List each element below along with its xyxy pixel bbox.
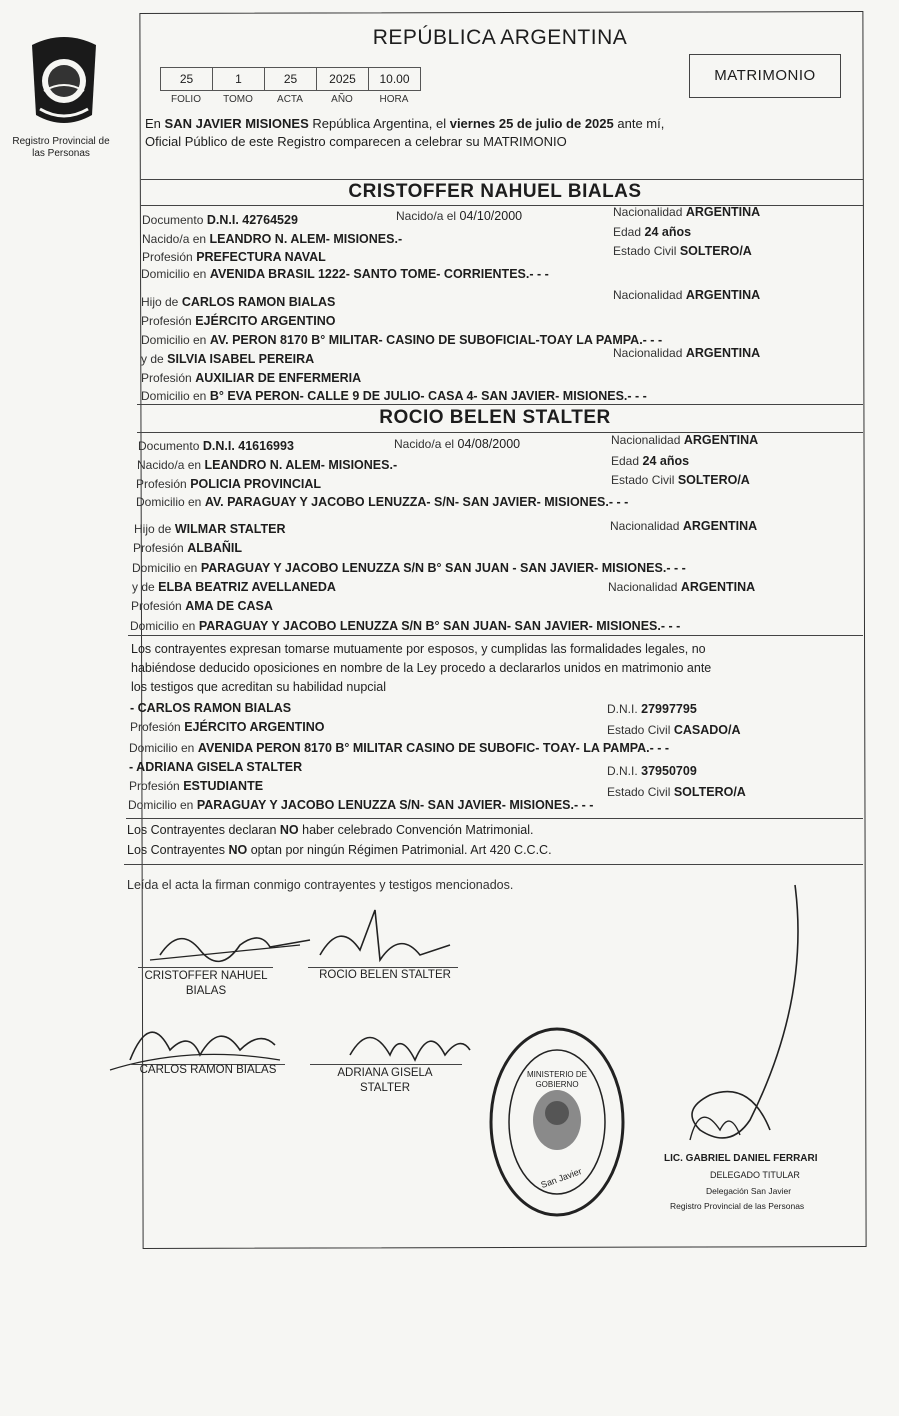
intro-c: ante mí, — [617, 116, 665, 131]
label: Profesión — [142, 250, 193, 264]
intro-line-2: Oficial Público de este Registro comparecen a celebrar su MATRIMONIO — [145, 134, 567, 149]
bride-signature — [300, 900, 480, 970]
label: Profesión — [141, 371, 192, 385]
intro-date: viernes 25 de julio de 2025 — [449, 116, 614, 131]
label: Nacionalidad — [610, 519, 680, 533]
province-logo — [26, 35, 102, 131]
witness2-name: - ADRIANA GISELA STALTER — [129, 760, 303, 774]
label: Nacido/a en — [142, 232, 207, 246]
value: AMA DE CASA — [185, 599, 273, 613]
bride-father-dom — [132, 561, 686, 575]
value: D.N.I. 42764529 — [206, 213, 298, 227]
value: AV. PERON 8170 B° MILITAR- CASINO DE SUBOFICIAL-TOAY LA PAMPA.- - - — [209, 333, 663, 347]
declaration-3: los testigos que acreditan su habilidad nupcial — [131, 680, 387, 694]
value: ESTUDIANTE — [183, 779, 264, 793]
divider-convention — [126, 818, 863, 819]
bride-mother — [132, 580, 336, 594]
witness2-dom — [128, 798, 593, 812]
value: WILMAR STALTER — [174, 522, 286, 536]
groom-nacionalidad — [613, 205, 760, 219]
label: D.N.I. — [607, 702, 638, 716]
groom-father-nac — [613, 288, 760, 302]
witness1-prof — [130, 720, 324, 734]
label: Domicilio en — [129, 741, 195, 755]
value: 04/08/2000 — [457, 437, 521, 451]
cell-acta: 25 — [264, 67, 317, 91]
value: CASADO/A — [673, 723, 741, 737]
label: Nacido/a el — [394, 437, 455, 451]
cell-folio: 25 — [160, 67, 213, 91]
label: Estado Civil — [613, 244, 677, 258]
divider-closing — [124, 864, 863, 865]
label: D.N.I. — [607, 764, 638, 778]
label: Profesión — [130, 720, 181, 734]
bride-mother-nac — [608, 580, 755, 594]
convention-b — [127, 843, 552, 857]
bride-edad — [611, 454, 689, 468]
bride-domicilio — [136, 495, 628, 509]
official-title: DELEGADO TITULAR — [710, 1170, 800, 1180]
cap-anio: AÑO — [331, 94, 353, 105]
label: Domicilio en — [128, 798, 194, 812]
label: Estado Civil — [607, 723, 671, 737]
bride-documento — [138, 439, 294, 453]
label: Profesión — [131, 599, 182, 613]
groom-nacido-en — [142, 232, 402, 246]
groom-father — [141, 295, 335, 309]
bride-father-nac — [610, 519, 757, 533]
groom-signature — [140, 915, 320, 975]
bride-nacionalidad — [611, 433, 758, 447]
value: ELBA BEATRIZ AVELLANEDA — [158, 580, 336, 594]
groom-father-prof — [141, 314, 335, 328]
bride-sign-line — [308, 967, 458, 968]
label: Edad — [613, 225, 642, 239]
groom-name: CRISTOFFER NAHUEL BIALAS — [348, 181, 642, 202]
groom-mother — [141, 352, 314, 366]
cell-tomo: 1 — [212, 67, 265, 91]
witness1-sign-name: CARLOS RAMON BIALAS — [139, 1064, 277, 1076]
cap-acta: ACTA — [277, 94, 303, 105]
label: Hijo de — [141, 295, 179, 309]
groom-profesion — [142, 250, 326, 264]
value: 04/10/2000 — [459, 209, 523, 223]
label: Hijo de — [134, 522, 172, 536]
intro-a: En — [145, 116, 161, 131]
bride-mother-prof — [131, 599, 273, 613]
no: NO — [228, 843, 248, 857]
cap-tomo: TOMO — [223, 94, 253, 105]
text: optan por ningún Régimen Patrimonial. Art 420 C.C.C. — [250, 843, 552, 857]
witness1-estado — [607, 723, 741, 737]
label: Documento — [142, 213, 204, 227]
groom-mother-nac — [613, 346, 760, 360]
groom-father-dom — [141, 333, 662, 347]
bride-father-prof — [133, 541, 242, 555]
intro-b: República Argentina, el — [312, 116, 447, 131]
groom-documento — [142, 213, 298, 227]
text: Los Contrayentes declaran — [127, 823, 277, 837]
value: SILVIA ISABEL PEREIRA — [167, 352, 315, 366]
value: SOLTERO/A — [679, 244, 752, 258]
declaration-1: Los contrayentes expresan tomarse mutuamente por esposos, y cumplidas las formalidades legales, no — [131, 642, 706, 656]
witness1-dni — [607, 702, 697, 716]
label: Estado Civil — [611, 473, 675, 487]
bride-father — [134, 522, 285, 536]
value: ARGENTINA — [685, 346, 761, 360]
value: PARAGUAY Y JACOBO LENUZZA S/N B° SAN JUAN- SAN JAVIER- MISIONES.- - - — [198, 619, 681, 633]
value: LEANDRO N. ALEM- MISIONES.- — [204, 458, 398, 472]
divider-bride-top — [137, 404, 863, 405]
label: Nacido/a el — [396, 209, 457, 223]
seal-location: San Javier — [539, 1166, 583, 1190]
label: Profesión — [141, 314, 192, 328]
value: 24 años — [644, 225, 692, 239]
label: y de — [132, 580, 155, 594]
label: Domicilio en — [136, 495, 202, 509]
groom-sign-name: CRISTOFFER NAHUEL BIALAS — [144, 970, 268, 997]
divider-declaration — [128, 635, 863, 636]
groom-mother-prof — [141, 371, 361, 385]
value: PARAGUAY Y JACOBO LENUZZA S/N B° SAN JUAN - SAN JAVIER- MISIONES.- - - — [200, 561, 686, 575]
witness1-name: - CARLOS RAMON BIALAS — [130, 701, 292, 715]
label: Nacionalidad — [608, 580, 678, 594]
value: POLICIA PROVINCIAL — [190, 477, 321, 491]
witness1-dom — [129, 741, 669, 755]
label: y de — [141, 352, 164, 366]
value: ARGENTINA — [682, 519, 758, 533]
bride-profesion — [136, 477, 321, 491]
value: 27997795 — [641, 702, 697, 716]
bride-name: ROCIO BELEN STALTER — [379, 407, 611, 428]
label: Documento — [138, 439, 200, 453]
label: Domicilio en — [141, 333, 207, 347]
label: Nacido/a en — [137, 458, 202, 472]
value: CARLOS RAMON BIALAS — [181, 295, 336, 309]
value: D.N.I. 41616993 — [202, 439, 294, 453]
text: Los Contrayentes — [127, 843, 225, 857]
witness2-sign-line — [310, 1064, 462, 1065]
value: SOLTERO/A — [677, 473, 750, 487]
value: AVENIDA BRASIL 1222- SANTO TOME- CORRIENTES.- - - — [209, 267, 549, 281]
convention-a — [127, 823, 534, 837]
value: PARAGUAY Y JACOBO LENUZZA S/N- SAN JAVIER- MISIONES.- - - — [196, 798, 594, 812]
value: LEANDRO N. ALEM- MISIONES.- — [209, 232, 403, 246]
value: AUXILIAR DE ENFERMERIA — [195, 371, 362, 385]
value: ARGENTINA — [685, 205, 761, 219]
label: Profesión — [129, 779, 180, 793]
logo-caption: Registro Provincial de las Personas — [12, 136, 110, 159]
cap-folio: FOLIO — [170, 94, 201, 105]
label: Nacionalidad — [613, 288, 683, 302]
label: Domicilio en — [132, 561, 198, 575]
intro-line-1 — [145, 116, 664, 131]
intro-place: SAN JAVIER MISIONES — [164, 116, 309, 131]
seal-inner-text: MINISTERIO DE GOBIERNO — [526, 1070, 587, 1089]
divider-header — [141, 179, 863, 180]
value: ALBAÑIL — [187, 541, 243, 555]
country-title: REPÚBLICA ARGENTINA — [372, 26, 628, 49]
groom-mother-dom — [141, 389, 647, 403]
official-registry: Registro Provincial de las Personas — [670, 1201, 805, 1211]
value: EJÉRCITO ARGENTINO — [184, 720, 325, 734]
label: Domicilio en — [141, 267, 207, 281]
label: Domicilio en — [141, 389, 207, 403]
value: SOLTERO/A — [673, 785, 746, 799]
groom-domicilio — [141, 267, 549, 281]
value: AV. PARAGUAY Y JACOBO LENUZZA- S/N- SAN JAVIER- MISIONES.- - - — [204, 495, 629, 509]
groom-estado-civil — [613, 244, 752, 258]
bride-sign-name: ROCIO BELEN STALTER — [319, 969, 451, 981]
doc-type-box: MATRIMONIO — [689, 54, 841, 98]
witness2-estado — [607, 785, 746, 799]
value: ARGENTINA — [680, 580, 756, 594]
value: 24 años — [642, 454, 690, 468]
groom-nacido-el — [396, 209, 522, 223]
label: Profesión — [133, 541, 184, 555]
bride-mother-dom — [130, 619, 680, 633]
bride-nacido-el — [394, 437, 520, 451]
value: 37950709 — [641, 764, 697, 778]
label: Nacionalidad — [613, 346, 683, 360]
declaration-2: habiéndose deducido oposiciones en nombre de la Ley procedo a declararlos unidos en matrimonio ante — [131, 661, 712, 675]
witness2-dni — [607, 764, 697, 778]
value: AVENIDA PERON 8170 B° MILITAR CASINO DE SUBOFIC- TOAY- LA PAMPA.- - - — [197, 741, 670, 755]
label: Nacionalidad — [611, 433, 681, 447]
groom-edad — [613, 225, 691, 239]
bride-nacido-en — [137, 458, 397, 472]
label: Estado Civil — [607, 785, 671, 799]
official-office: Delegación San Javier — [706, 1186, 792, 1196]
official-signature — [660, 880, 820, 1170]
text: haber celebrado Convención Matrimonial. — [302, 823, 534, 837]
value: PREFECTURA NAVAL — [196, 250, 326, 264]
value: ARGENTINA — [683, 433, 759, 447]
bride-estado-civil — [611, 473, 750, 487]
cell-anio: 2025 — [316, 67, 369, 91]
value: ARGENTINA — [685, 288, 761, 302]
closing-text: Leída el acta la firman conmigo contrayentes y testigos mencionados. — [127, 878, 514, 892]
cell-hora: 10.00 — [368, 67, 421, 91]
witness2-sign-name: ADRIANA GISELA STALTER — [337, 1067, 433, 1094]
label: Nacionalidad — [613, 205, 683, 219]
official-name: LIC. GABRIEL DANIEL FERRARI — [664, 1153, 818, 1164]
label: Domicilio en — [130, 619, 196, 633]
label: Edad — [611, 454, 640, 468]
witness2-prof — [129, 779, 263, 793]
groom-sign-line — [138, 967, 273, 968]
no: NO — [279, 823, 299, 837]
value: B° EVA PERON- CALLE 9 DE JULIO- CASA 4- SAN JAVIER- MISIONES.- - - — [209, 389, 647, 403]
value: EJÉRCITO ARGENTINO — [195, 314, 336, 328]
label: Profesión — [136, 477, 187, 491]
cap-hora: HORA — [379, 94, 409, 105]
